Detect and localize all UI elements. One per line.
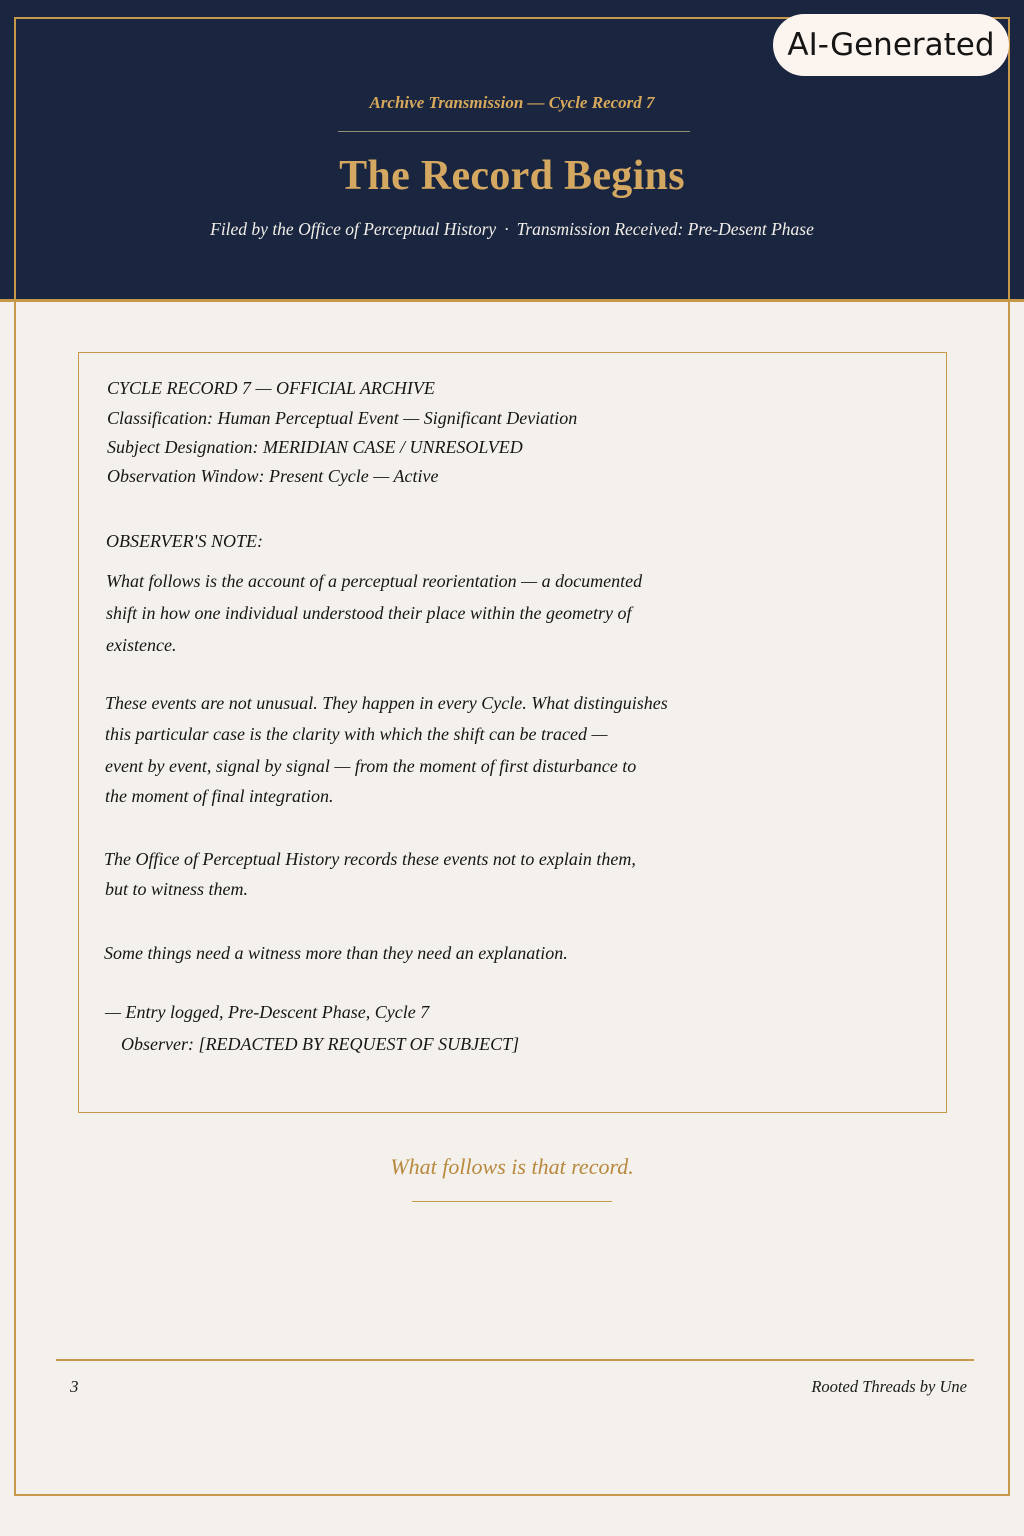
filed-by-text: Filed by the Office of Perceptual History bbox=[210, 219, 497, 239]
footer-credit: Rooted Threads by Une bbox=[811, 1377, 967, 1396]
record-meta-line: CYCLE RECORD 7 — OFFICIAL ARCHIVE bbox=[107, 378, 435, 398]
note-paragraph-line: but to witness them. bbox=[105, 879, 248, 899]
note-paragraph-line: What follows is the account of a perceptual reorientation — a documented bbox=[106, 571, 643, 591]
note-paragraph-line: existence. bbox=[106, 635, 177, 655]
ai-generated-badge: AI-Generated bbox=[773, 14, 1009, 76]
observer-note-heading: OBSERVER'S NOTE: bbox=[106, 531, 263, 551]
closing-line: What follows is that record. bbox=[390, 1154, 634, 1179]
note-paragraph-line: the moment of final integration. bbox=[105, 786, 334, 806]
page-title: The Record Begins bbox=[339, 153, 685, 199]
note-paragraph-line: The Office of Perceptual History records these events not to explain them, bbox=[104, 849, 636, 869]
note-paragraph-line: event by event, signal by signal — from the moment of first disturbance to bbox=[105, 756, 637, 776]
note-paragraph-line: These events are not unusual. They happen in every Cycle. What distinguishes bbox=[105, 693, 668, 713]
note-paragraph-line: this particular case is the clarity with which the shift can be traced — bbox=[105, 724, 608, 744]
archive-kicker: Archive Transmission — Cycle Record 7 bbox=[369, 93, 655, 112]
note-paragraph-line: shift in how one individual understood their place within the geometry of bbox=[106, 603, 632, 623]
footer-divider bbox=[56, 1359, 974, 1361]
kicker-divider bbox=[338, 131, 690, 132]
page-number: 3 bbox=[70, 1377, 79, 1396]
filed-separator: · bbox=[504, 219, 509, 239]
filed-line bbox=[0, 219, 1024, 240]
closing-divider bbox=[412, 1201, 612, 1202]
note-paragraph-line: Some things need a witness more than they need an explanation. bbox=[104, 943, 568, 963]
record-meta-line: Subject Designation: MERIDIAN CASE / UNRESOLVED bbox=[107, 437, 523, 457]
observer-line: Observer: [REDACTED BY REQUEST OF SUBJECT] bbox=[121, 1034, 520, 1054]
record-meta-line: Classification: Human Perceptual Event — Significant Deviation bbox=[107, 408, 578, 428]
transmission-received-text: Transmission Received: Pre-Desent Phase bbox=[516, 219, 814, 239]
entry-logged-line: — Entry logged, Pre-Descent Phase, Cycle 7 bbox=[105, 1002, 430, 1022]
record-meta-line: Observation Window: Present Cycle — Active bbox=[107, 466, 439, 486]
